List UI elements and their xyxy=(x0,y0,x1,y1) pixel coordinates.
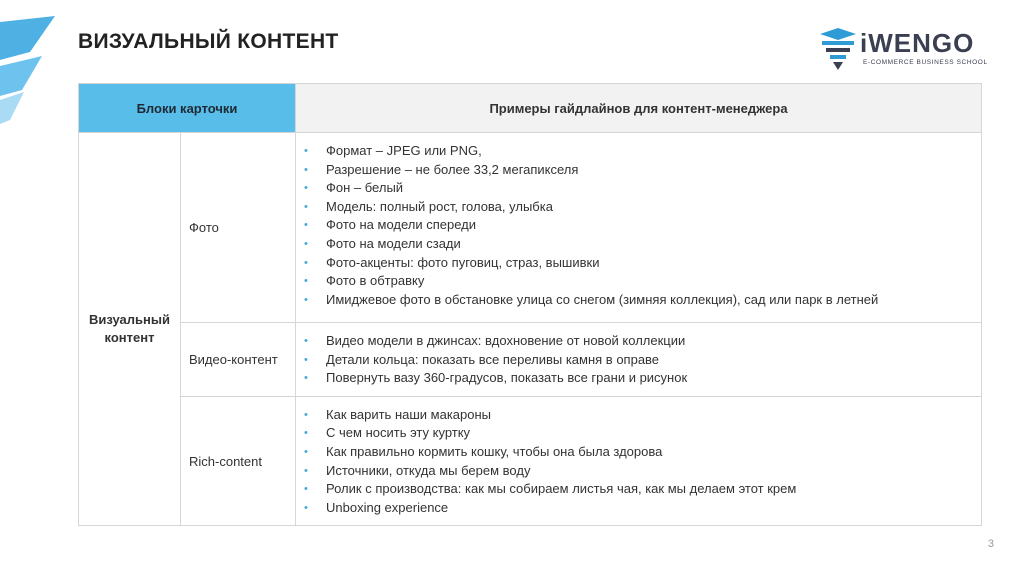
list-item: • Ролик с производства: как мы собираем листья чая, как мы делаем этот крем xyxy=(326,480,981,499)
items-rich-content xyxy=(296,396,982,526)
category-cell: Визуальный контент xyxy=(79,133,181,526)
items-video xyxy=(296,323,982,397)
header-guidelines: Примеры гайдлайнов для контент-менеджера xyxy=(296,84,982,133)
list-item: • Как варить наши макароны xyxy=(326,406,981,425)
list-item: • Фото-акценты: фото пуговиц, страз, вышивки xyxy=(326,254,981,273)
decorative-stripes xyxy=(0,0,60,130)
block-photo: Фото xyxy=(181,133,296,323)
graduation-cap-icon xyxy=(818,28,858,70)
table-row xyxy=(79,323,982,397)
block-rich-content: Rich-content xyxy=(181,396,296,526)
table-row xyxy=(79,396,982,526)
list-item: • Повернуть вазу 360-градусов, показать все грани и рисунок xyxy=(326,369,981,388)
list-item: • Детали кольца: показать все переливы камня в оправе xyxy=(326,351,981,370)
list-item: • Фото на модели спереди xyxy=(326,216,981,235)
list-item: • Разрешение – не более 33,2 мегапикселя xyxy=(326,161,981,180)
list-item: • Источники, откуда мы берем воду xyxy=(326,462,981,481)
list-item: • Фон – белый xyxy=(326,179,981,198)
deco-stripe-1 xyxy=(0,16,55,60)
guidelines-table xyxy=(78,83,982,526)
table-header-row xyxy=(79,84,982,133)
page-title: ВИЗУАЛЬНЫЙ КОНТЕНТ xyxy=(78,30,339,53)
deco-stripe-2 xyxy=(0,56,42,96)
list-item: • Фото на модели сзади xyxy=(326,235,981,254)
list-item: • Фото в обтравку xyxy=(326,272,981,291)
deco-stripe-3 xyxy=(0,92,24,124)
list-item: • Unboxing experience xyxy=(326,499,981,518)
list-item: • Как правильно кормить кошку, чтобы она была здорова xyxy=(326,443,981,462)
company-logo xyxy=(818,28,988,72)
list-item: • Формат – JPEG или PNG, xyxy=(326,142,981,161)
list-item: • Модель: полный рост, голова, улыбка xyxy=(326,198,981,217)
header-blocks: Блоки карточки xyxy=(79,84,296,133)
block-video: Видео-контент xyxy=(181,323,296,397)
table-row xyxy=(79,133,982,323)
list-item: • Имиджевое фото в обстановке улица со снегом (зимняя коллекция), сад или парк в летней xyxy=(326,291,981,310)
items-photo xyxy=(296,133,982,323)
list-item: • С чем носить эту куртку xyxy=(326,424,981,443)
logo-subtitle: E-COMMERCE BUSINESS SCHOOL xyxy=(863,59,988,66)
logo-name: iWENGO xyxy=(860,28,975,58)
list-item: • Видео модели в джинсах: вдохновение от новой коллекции xyxy=(326,332,981,351)
page-number: 3 xyxy=(987,538,994,550)
